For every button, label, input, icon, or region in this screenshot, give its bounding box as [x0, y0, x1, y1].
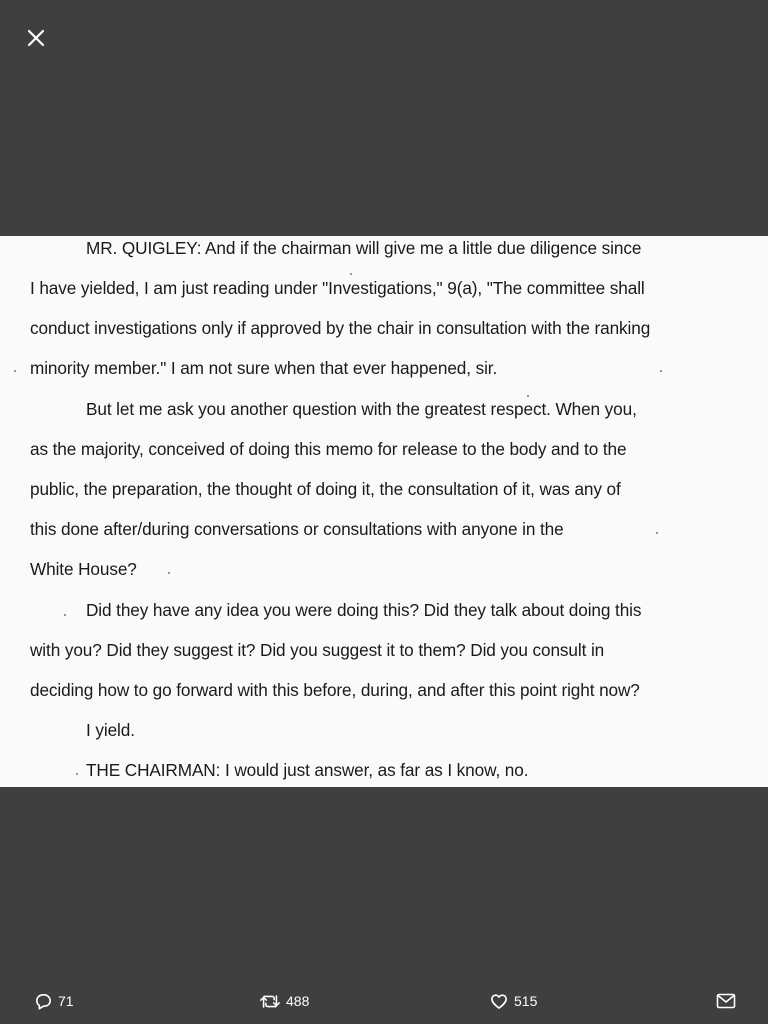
like-count: 515 — [514, 993, 538, 1009]
share-button[interactable] — [716, 990, 741, 1012]
document-line: conduct investigations only if approved by the chair in consultation with the ranking — [30, 318, 651, 338]
close-icon — [22, 24, 50, 52]
document-line: with you? Did they suggest it? Did you suggest it to them? Did you consult in — [30, 640, 605, 660]
action-bar — [0, 986, 768, 1018]
scan-speck — [76, 773, 78, 775]
document-image — [0, 236, 768, 787]
document-line: White House? — [30, 559, 137, 579]
document-line: minority member." I am not sure when that ever happened, sir. — [30, 358, 498, 378]
document-line: MR. QUIGLEY: And if the chairman will give me a little due diligence since — [86, 238, 642, 258]
heart-icon — [489, 992, 514, 1011]
document-line: But let me ask you another question with the greatest respect. When you, — [86, 399, 637, 419]
document-line: public, the preparation, the thought of doing it, the consultation of it, was any of — [30, 479, 621, 499]
document-line: as the majority, conceived of doing this memo for release to the body and to the — [30, 439, 627, 459]
document-line: I have yielded, I am just reading under "Investigations," 9(a), "The committee shall — [30, 278, 645, 298]
retweet-count: 488 — [286, 993, 310, 1009]
scan-speck — [660, 370, 662, 372]
retweet-icon — [259, 992, 286, 1011]
reply-icon — [34, 992, 58, 1011]
scan-speck — [168, 572, 170, 574]
mail-icon — [716, 992, 741, 1010]
document-line: I yield. — [86, 720, 135, 740]
scan-speck — [527, 395, 529, 397]
scan-speck — [14, 370, 16, 372]
scan-speck — [64, 614, 66, 616]
document-line: Did they have any idea you were doing this? Did they talk about doing this — [86, 600, 642, 620]
retweet-button[interactable] — [259, 990, 309, 1012]
document-line: deciding how to go forward with this before, during, and after this point right now? — [30, 680, 640, 700]
document-line: THE CHAIRMAN: I would just answer, as far as I know, no. — [86, 760, 529, 780]
scan-speck — [350, 273, 352, 275]
like-button[interactable] — [489, 990, 537, 1012]
reply-button[interactable] — [34, 990, 74, 1012]
reply-count: 71 — [58, 993, 74, 1009]
document-line: this done after/during conversations or consultations with anyone in the — [30, 519, 564, 539]
scan-speck — [656, 532, 658, 534]
close-button[interactable] — [22, 24, 50, 52]
